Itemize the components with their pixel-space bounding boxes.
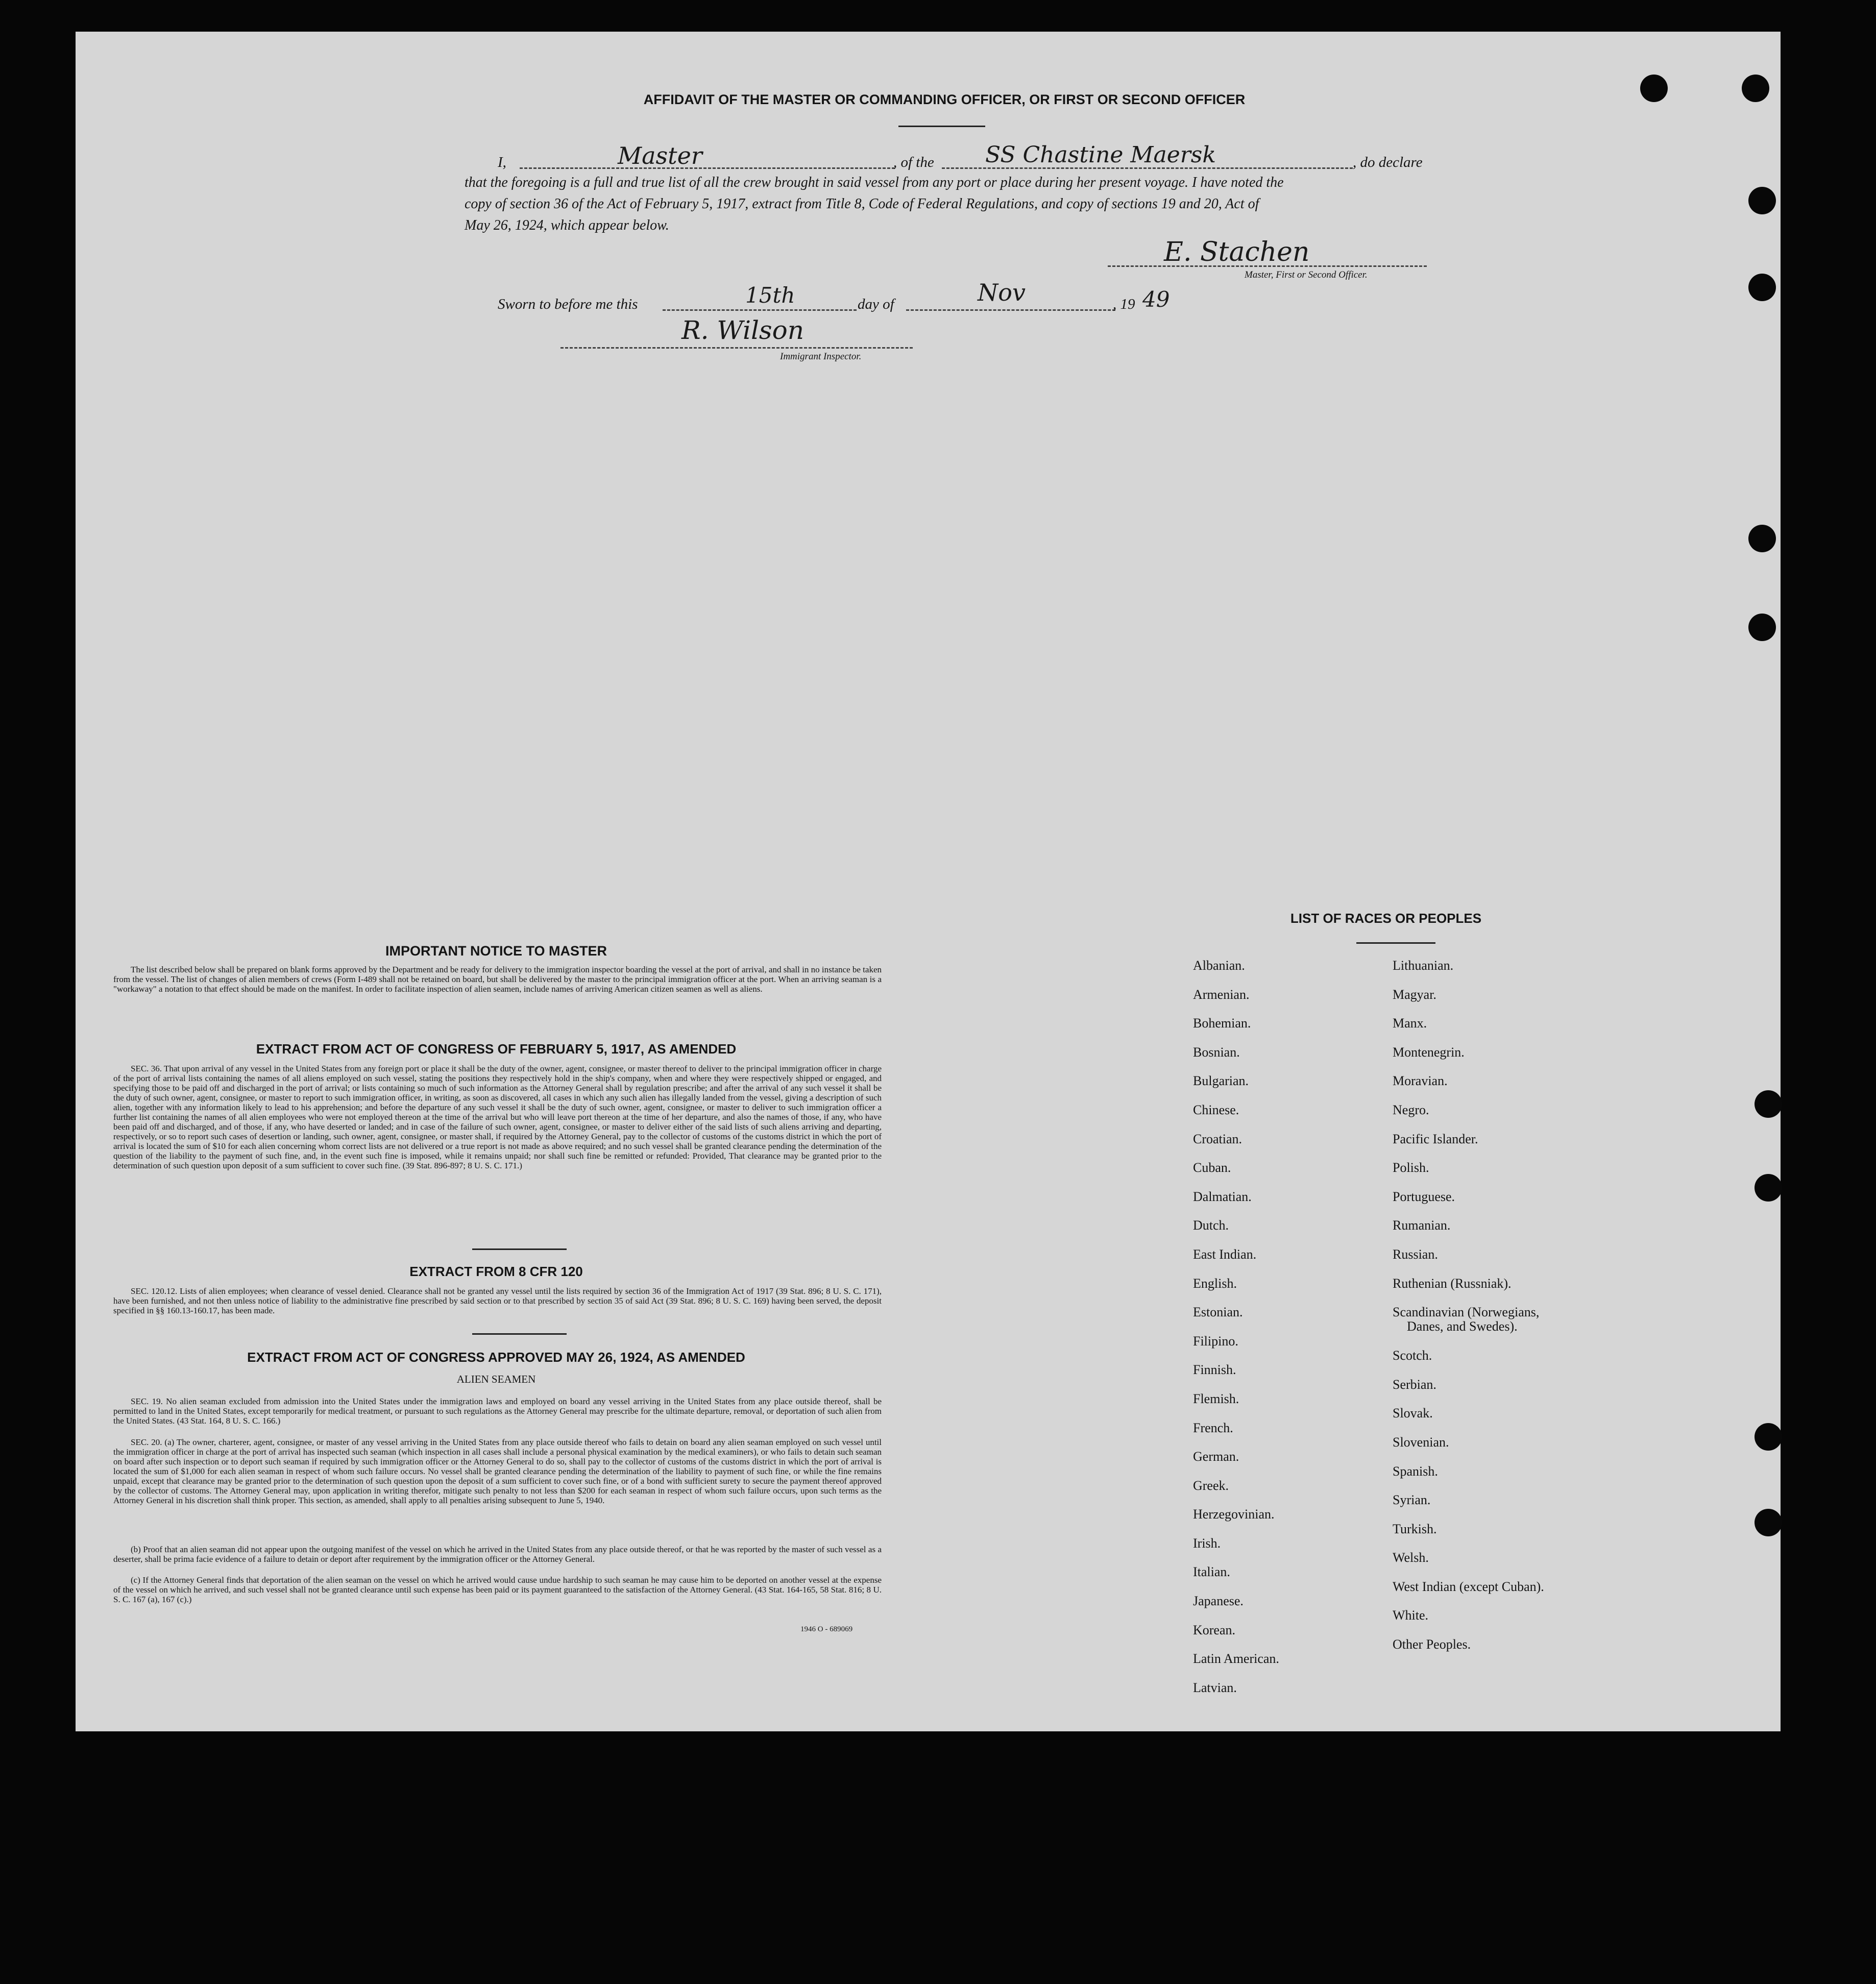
race-item: Albanian. [1193, 958, 1245, 973]
race-item: Polish. [1393, 1160, 1429, 1175]
punch-hole [1748, 274, 1776, 301]
punch-hole [1748, 187, 1776, 214]
race-item: Herzegovinian. [1193, 1507, 1275, 1522]
extract-1924-sec20c: (c) If the Attorney General finds that deportation of the alien seaman on the vessel on which he arrived would cause undue hardship to such seaman he may cause him to be deported on another vessel at the expense of the vessel on which he arrived, and such vessel shall not be granted clearance until such expense has been paid or its payment guaranteed to the satisfaction of the Attorney General. (43 Stat. 164-165, 58 Stat. 816; 8 U. S. C. 167 (a), 167 (c).) [113, 1575, 882, 1604]
race-item: Korean. [1193, 1622, 1236, 1637]
officer-caption: Master, First or Second Officer. [1245, 270, 1368, 280]
punch-hole [1755, 1509, 1782, 1536]
extract-cfr-text: SEC. 120.12. Lists of alien employees; when clearance of vessel denied. Clearance shall not be granted any vessel until the lists required by section 36 of the Immigration Act of 1917 (39 Stat. 896; 8 U. S. C. 171), have been furnished, and not then unless notice of liability to the administrative fine prescribed by said section or to that prescribed by section 35 of said Act (39 Stat. 896; 8 U. S. C. 169) having been served, the deposit specified in §§ 160.13-160.17, has been made. [113, 1286, 882, 1315]
race-item: Ruthenian (Russniak). [1393, 1276, 1512, 1291]
race-item: Spanish. [1393, 1463, 1438, 1479]
day-field-line [663, 309, 857, 311]
race-item: Lithuanian. [1393, 958, 1454, 973]
race-item: Magyar. [1393, 987, 1436, 1002]
rank-field-line [520, 167, 895, 169]
notice-text: The list described below shall be prepared on blank forms approved by the Department and be ready for delivery to the immigration inspector boarding the vessel at the port of arrival, and shall in no instance be taken from the vessel. The list of changes of alien members of crews (Form I-489 shall not be retained on board, but shall be delivered by the master to the principal immigration officer at the port. When an arriving seaman is a "workaway" a notation to that effect should be made on the manifest. In order to facilitate inspection of alien seamen, include names of arriving American citizen seamen as well as aliens. [113, 965, 882, 994]
officer-signature-line [1108, 265, 1427, 267]
punch-hole [1755, 1423, 1782, 1451]
races-left-column [1193, 951, 1279, 1702]
race-item: Greek. [1193, 1478, 1229, 1493]
inspector-signature[interactable]: R. Wilson [681, 315, 804, 345]
race-item: West Indian (except Cuban). [1393, 1579, 1544, 1594]
race-item: Montenegrin. [1393, 1044, 1465, 1060]
race-item: Bulgarian. [1193, 1073, 1249, 1089]
affidavit-body-line-1: that the foregoing is a full and true list of all the crew brought in said vessel from any port or place during her present voyage. I have noted the [465, 175, 1284, 190]
extract-1917-text: SEC. 36. That upon arrival of any vessel in the United States from any foreign port or place it shall be the duty of the owner, agent, consignee, or master thereof to deliver to the principal immigration officer in charge of the port of arrival lists containing the names of all aliens employed on such vessel, stating the positions they respectively hold in the ship's company, when and where they were respectively shipped or engaged, and specifying those to be paid off and discharged in the port of arrival; or lists containing so much of such information as the Attorney General shall by regulation prescribe; and after the arrival of any such vessel it shall be the duty of such owner, agent, consignee, or master to report to such immigration officer, in writing, as soon as discovered, all cases in which any such alien has illegally landed from the vessel, giving a description of such alien, together with any information likely to lead to his apprehension; and before the departure of any such vessel it shall be the duty of such owner, agent, consignee, or master to deliver to such immigration officer a further list containing the names of all alien employees who were not employed thereon at the time of the arrival but who will leave port thereon at the time of her departure, and also the names of those, if any, who have been paid off and discharged, and of those, if any, who have deserted or landed; and in case of the failure of such owner, agent, consignee, or master to deliver either of the said lists of such aliens arriving and departing, respectively, or so to report such cases of desertion or landing, such owner, agent, consignee, or master shall, if required by the Attorney General, pay to the collector of customs of the customs district in which the port of arrival is located the sum of $10 for each alien concerning whom correct lists are not delivered or a true report is not made as above required; and no such vessel shall be granted clearance pending the determination of the question of the liability to the payment of such fine, and, in the event such fine is imposed, while it remains unpaid; nor shall such fine be remitted or refunded: Provided, That clearance may be granted prior to the determination of such question upon deposit of a sum sufficient to cover such fine. (39 Stat. 896-897; 8 U. S. C. 171.) [113, 1064, 882, 1170]
inspector-signature-line [561, 347, 913, 349]
race-item: Cuban. [1193, 1160, 1231, 1175]
punch-hole [1748, 614, 1776, 641]
race-item: Scandinavian (Norwegians, [1393, 1305, 1540, 1320]
punch-hole [1640, 75, 1668, 102]
title-rule [898, 126, 985, 127]
races-title-rule [1356, 942, 1435, 944]
race-item: Latin American. [1193, 1651, 1279, 1667]
affidavit-body-line-2: copy of section 36 of the Act of February 5, 1917, extract from Title 8, Code of Federal Regulations, and copy of sections 19 and 20, Act of [465, 196, 1259, 212]
extract-1924-title: EXTRACT FROM ACT OF CONGRESS APPROVED MAY 26, 1924, AS AMENDED [247, 1350, 745, 1365]
race-item: Russian. [1393, 1246, 1438, 1262]
race-item: Portuguese. [1393, 1189, 1455, 1204]
race-item: Bohemian. [1193, 1016, 1251, 1031]
punch-hole [1755, 1174, 1782, 1202]
race-item: Rumanian. [1393, 1218, 1451, 1233]
race-item: Scotch. [1393, 1348, 1432, 1363]
race-item: Moravian. [1393, 1073, 1448, 1089]
race-item: Italian. [1193, 1564, 1230, 1580]
race-item: Armenian. [1193, 987, 1250, 1002]
races-title: LIST OF RACES OR PEOPLES [1290, 911, 1482, 926]
affidavit-title: AFFIDAVIT OF THE MASTER OR COMMANDING OFFICER, OR FIRST OR SECOND OFFICER [643, 92, 1246, 107]
section-rule [472, 1248, 567, 1250]
race-item: East Indian. [1193, 1246, 1257, 1262]
race-item: Chinese. [1193, 1102, 1239, 1117]
race-item: Irish. [1193, 1535, 1221, 1551]
extract-1917-title: EXTRACT FROM ACT OF CONGRESS OF FEBRUARY 5, 1917, AS AMENDED [256, 1041, 737, 1057]
of-the-label: , of the [893, 154, 934, 170]
affidavit-i-label: I, [498, 154, 506, 170]
race-item: Bosnian. [1193, 1044, 1240, 1060]
race-item: Filipino. [1193, 1333, 1238, 1349]
race-item: German. [1193, 1449, 1239, 1464]
punch-hole [1755, 1090, 1782, 1118]
race-item: Slovenian. [1393, 1434, 1449, 1450]
extract-1924-sec20a: SEC. 20. (a) The owner, charterer, agent, consignee, or master of any vessel arriving in the United States from any place outside thereof who fails to detain on board any alien seaman employed on such vessel until the immigration officer in charge at the port of arrival has inspected such seaman (which inspection in all cases shall include a personal physical examination by the medical examiners), or who fails to detain such seaman on board after such inspection or to deport such seaman if required by such immigration officer or the Attorney General to do so, shall pay to the collector of customs of the customs district in which the port of arrival is located the sum of $1,000 for each alien seaman in respect of whom such failure occurs. No vessel shall be granted clearance pending the determination of the liability to payment of such fine, or while the fine remains unpaid, except that clearance may be granted prior to the determination of such question upon the deposit of a sum sufficient to cover such fine, or of a bond with sufficient surety to secure the payment thereof approved by the collector of customs. The Attorney General may, upon application in writing therefor, mitigate such penalty to not less than $200 for each seaman in respect of whom such failure occurs, upon such terms as the Attorney General in his discretion shall think proper. This section, as amended, shall apply to all penalties arising subsequent to June 5, 1940. [113, 1437, 882, 1505]
race-item: Slovak. [1393, 1406, 1433, 1421]
extract-1924-subtitle: ALIEN SEAMEN [456, 1373, 536, 1385]
race-item: Croatian. [1193, 1131, 1242, 1146]
race-item: Turkish. [1393, 1521, 1437, 1536]
race-item: Danes, and Swedes). [1407, 1319, 1518, 1334]
inspector-caption: Immigrant Inspector. [780, 351, 862, 362]
year-value[interactable]: 49 [1142, 287, 1170, 312]
race-item: White. [1393, 1608, 1429, 1623]
affidavit-body-line-3: May 26, 1924, which appear below. [465, 217, 669, 233]
do-declare-label: , do declare [1353, 154, 1423, 170]
race-item: Latvian. [1193, 1680, 1237, 1695]
extract-1924-sec20b: (b) Proof that an alien seaman did not appear upon the outgoing manifest of the vessel on which he arrived in the United States from any place outside thereof, or that he was reported by the master of such vessel as a deserter, shall be prima facie evidence of a failure to detain or deport after requirement by the immigration officer or the Attorney General. [113, 1545, 882, 1564]
sworn-label: Sworn to before me this [498, 296, 638, 312]
section-rule [472, 1333, 567, 1335]
extract-cfr-title: EXTRACT FROM 8 CFR 120 [409, 1264, 583, 1279]
print-code: 1946 O - 689069 [800, 1625, 853, 1633]
punch-hole [1742, 75, 1769, 102]
race-item: Pacific Islander. [1393, 1131, 1478, 1146]
vessel-value[interactable]: SS Chastine Maersk [985, 142, 1216, 168]
race-item: Manx. [1393, 1016, 1427, 1031]
race-item: Syrian. [1393, 1492, 1431, 1508]
notice-title: IMPORTANT NOTICE TO MASTER [385, 943, 607, 959]
races-right-column [1393, 951, 1544, 1659]
race-item: Serbian. [1393, 1377, 1436, 1392]
month-value[interactable]: Nov [978, 279, 1026, 306]
race-item: English. [1193, 1276, 1237, 1291]
race-item: Other Peoples. [1393, 1637, 1471, 1652]
race-item: Finnish. [1193, 1362, 1236, 1378]
race-item: Dutch. [1193, 1218, 1229, 1233]
officer-signature[interactable]: E. Stachen [1164, 237, 1310, 267]
day-value[interactable]: 15th [745, 283, 795, 308]
race-item: Negro. [1393, 1102, 1429, 1117]
race-item: Estonian. [1193, 1305, 1243, 1320]
race-item: Flemish. [1193, 1391, 1239, 1406]
race-item: French. [1193, 1420, 1233, 1435]
month-field-line [906, 309, 1115, 311]
punch-hole [1748, 525, 1776, 552]
race-item: Welsh. [1393, 1550, 1429, 1565]
rank-value[interactable]: Master [618, 142, 702, 169]
race-item: Dalmatian. [1193, 1189, 1252, 1204]
day-of-label: day of [858, 296, 894, 312]
year-prefix: , 19 [1113, 296, 1135, 312]
extract-1924-sec19: SEC. 19. No alien seaman excluded from admission into the United States under the immigration laws and employed on board any vessel arriving in the United States from any place outside thereof, shall be permitted to land in the United States, except temporarily for medical treatment, or pursuant to such regulations as the Attorney General may prescribe for the ultimate departure, removal, or deportation of such alien from the United States. (43 Stat. 164, 8 U. S. C. 166.) [113, 1397, 882, 1426]
race-item: Japanese. [1193, 1594, 1244, 1609]
